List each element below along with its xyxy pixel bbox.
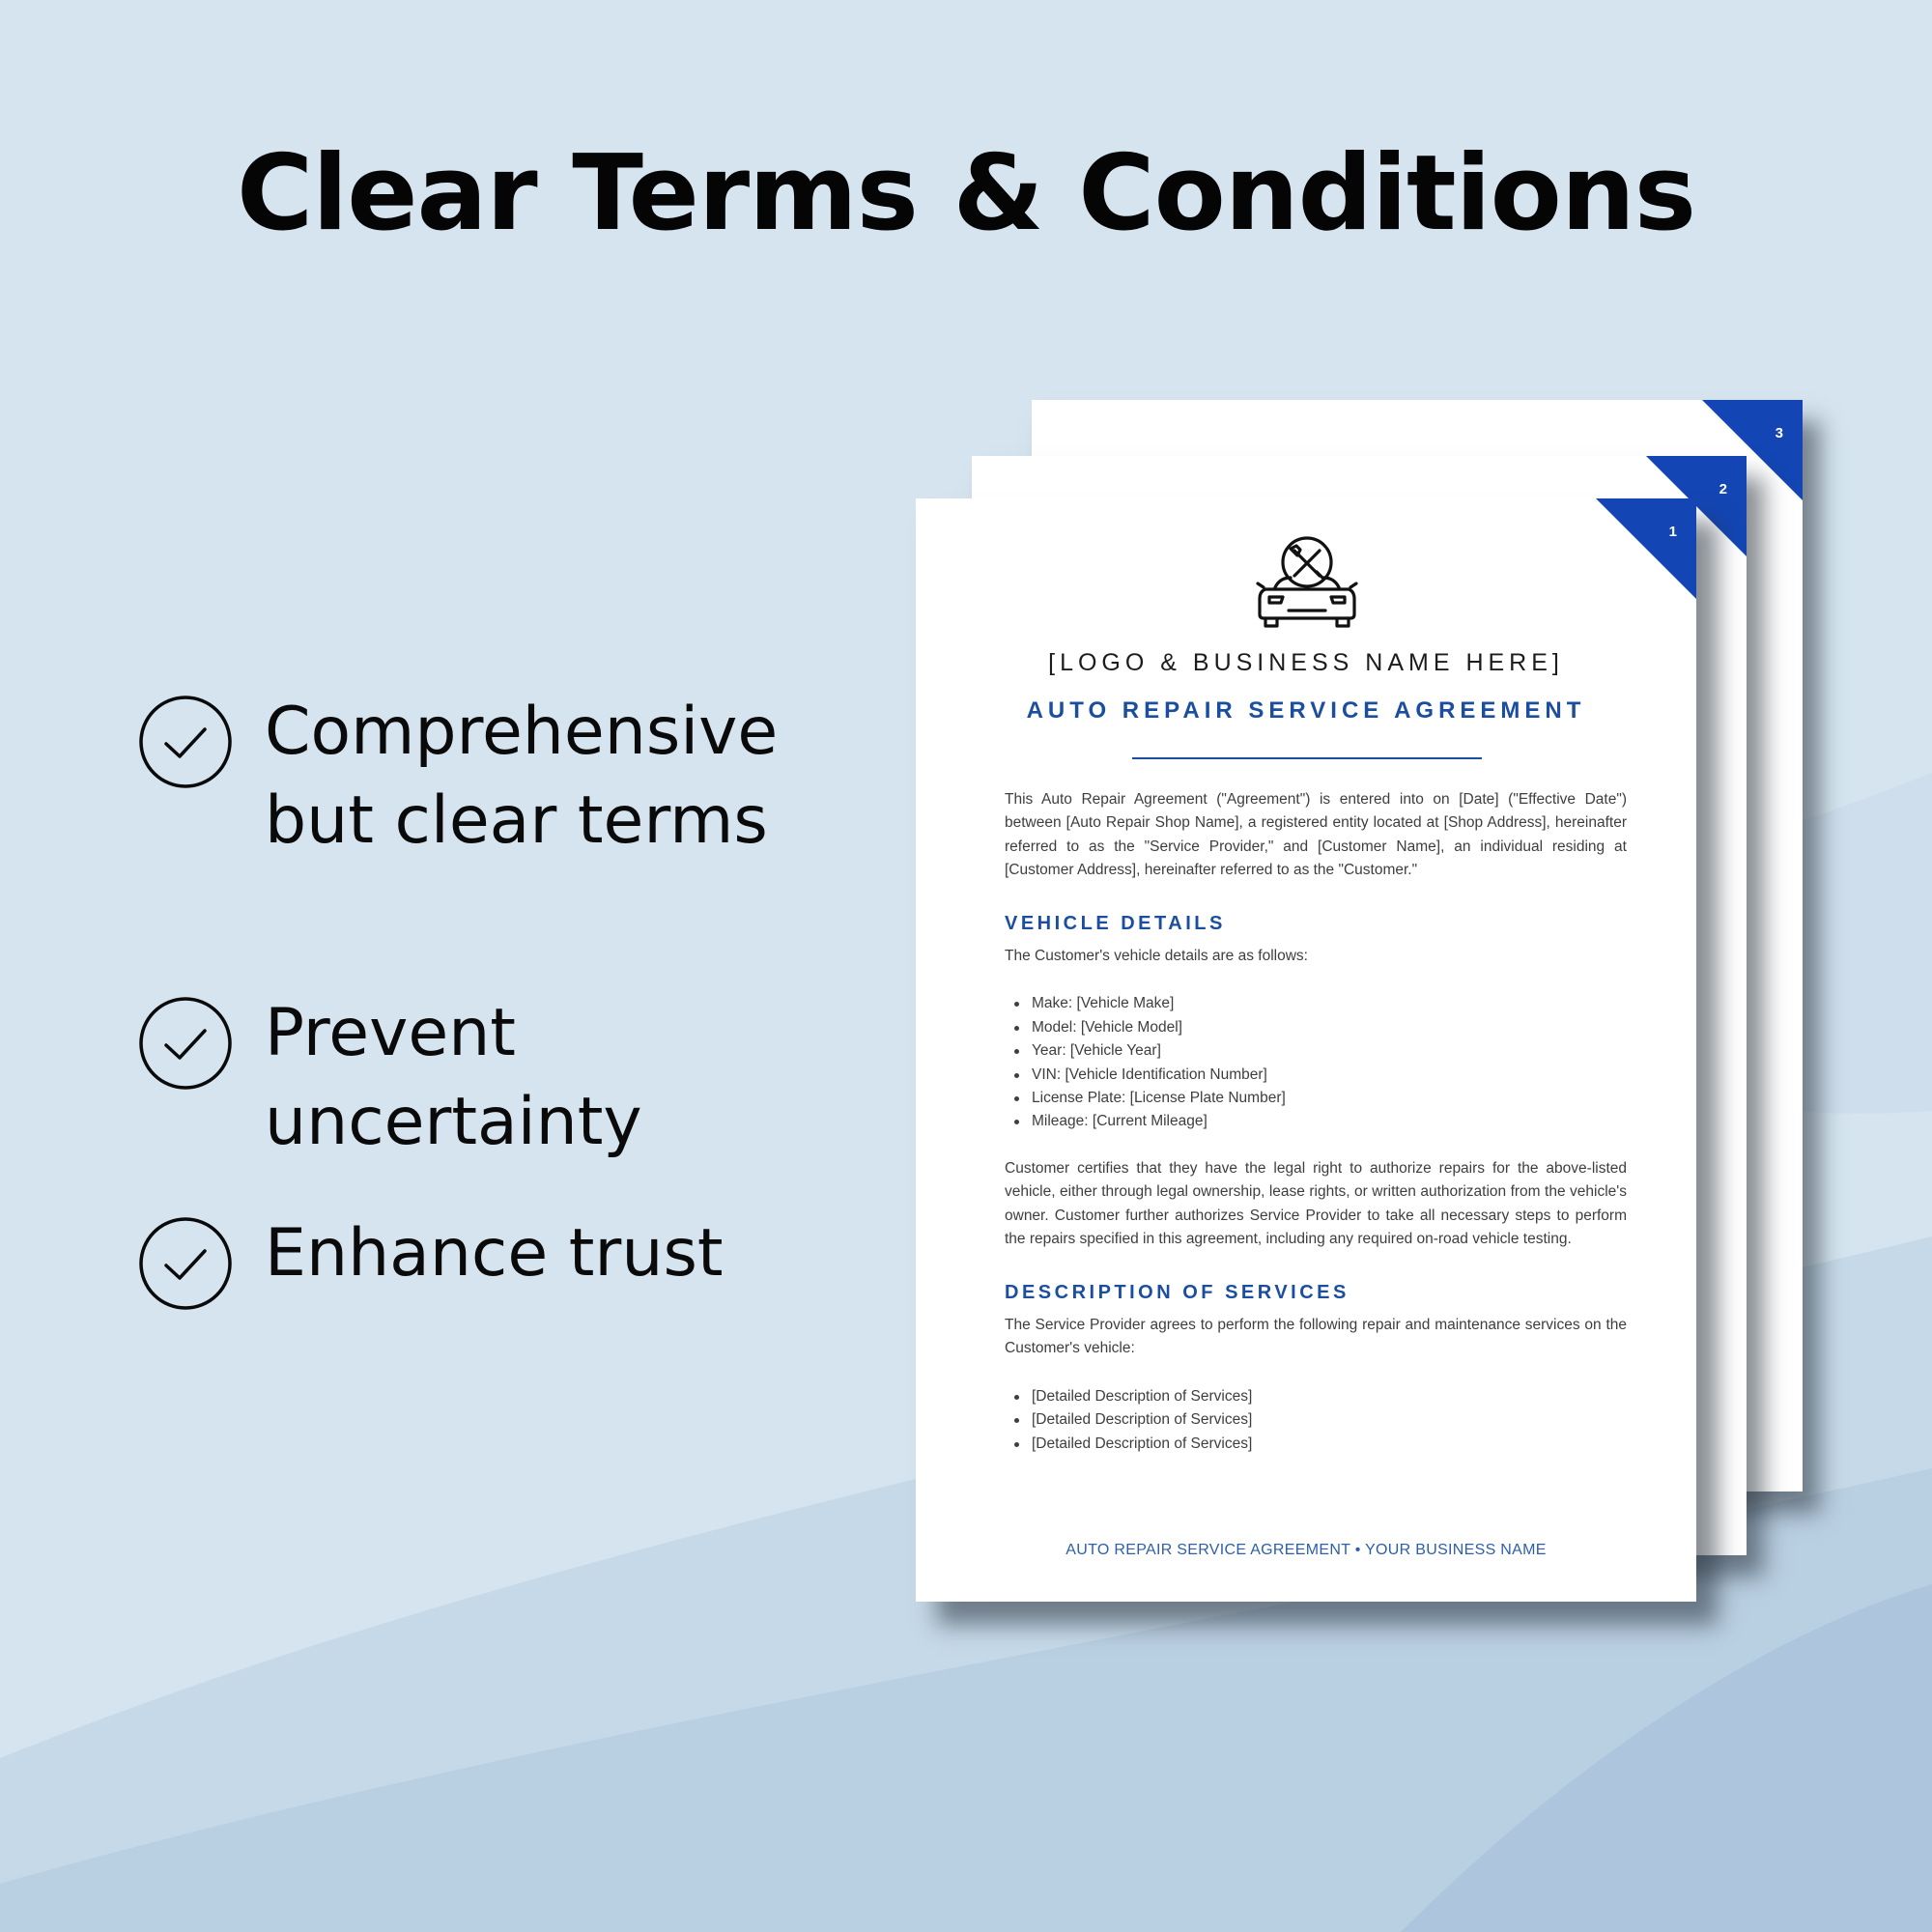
document-title: AUTO REPAIR SERVICE AGREEMENT [1026,697,1586,724]
services-lead: The Service Provider agrees to perform the following repair and maintenance services on the Customer's vehicle: [1005,1316,1627,1357]
list-item: Mileage: [Current Mileage] [1005,1110,1627,1133]
intro-paragraph: This Auto Repair Agreement ("Agreement") is entered into on [Date] ("Effective Date") between [Auto Repair Shop Name], a registered entity located at [Shop Address], hereinafter referred to as the "Service Provider," and [Customer Name], an individual residing at [Customer Address], hereinafter referred to as the "Customer." [1005,791,1627,879]
list-item: [Detailed Description of Services] [1005,1385,1627,1408]
section-heading-services: DESCRIPTION OF SERVICES [1005,1281,1350,1303]
feature-label [265,1209,724,1298]
authorization-paragraph: Customer certifies that they have the legal right to authorize repairs for the above-listed vehicle, either through legal ownership, lease rights, or written authorization from the vehicle's owner. Customer further authorizes Service Provider to take all necessary steps to perform the repairs specified in this agreement, including any required on-road vehicle testing. [1005,1159,1627,1248]
document-body [1005,788,1627,1456]
list-item: [Detailed Description of Services] [1005,1408,1627,1432]
vehicle-lead: The Customer's vehicle details are as follows: [1005,948,1308,965]
feature-item-uncertainty [137,995,910,1167]
feature-item-comprehensive [137,694,910,866]
services-list [1005,1385,1627,1456]
check-circle-icon [137,995,234,1092]
check-circle-icon [137,694,234,790]
feature-label-line1: Enhance trust [265,1215,724,1292]
title-divider [1132,757,1482,759]
section-heading-vehicle: VEHICLE DETAILS [1005,912,1226,934]
page-corner-tab [1596,498,1696,599]
feature-label [265,989,910,1167]
feature-label-line1: Comprehensive [265,694,779,770]
page-number: 3 [1775,425,1783,441]
feature-item-trust [137,1215,910,1312]
list-item: Year: [Vehicle Year] [1005,1039,1627,1063]
document-footer: AUTO REPAIR SERVICE AGREEMENT • YOUR BUSINESS NAME [1065,1542,1547,1558]
list-item: License Plate: [License Plate Number] [1005,1087,1627,1110]
business-name-placeholder: [LOGO & BUSINESS NAME HERE] [1048,649,1564,676]
page-number: 2 [1719,481,1727,497]
list-item: Make: [Vehicle Make] [1005,992,1627,1015]
list-item: Model: [Vehicle Model] [1005,1016,1627,1039]
list-item: [Detailed Description of Services] [1005,1433,1627,1456]
page-1 [916,498,1696,1602]
feature-label-line1: Prevent uncertainty [265,995,642,1160]
page-number: 1 [1668,524,1677,540]
check-circle-icon [137,1215,234,1312]
list-item: VIN: [Vehicle Identification Number] [1005,1064,1627,1087]
car-repair-icon [1256,533,1358,630]
headline: Clear Terms & Conditions [237,133,1695,254]
vehicle-list [1005,992,1627,1133]
feature-label [265,688,778,866]
feature-label-line2: but clear terms [265,782,768,859]
